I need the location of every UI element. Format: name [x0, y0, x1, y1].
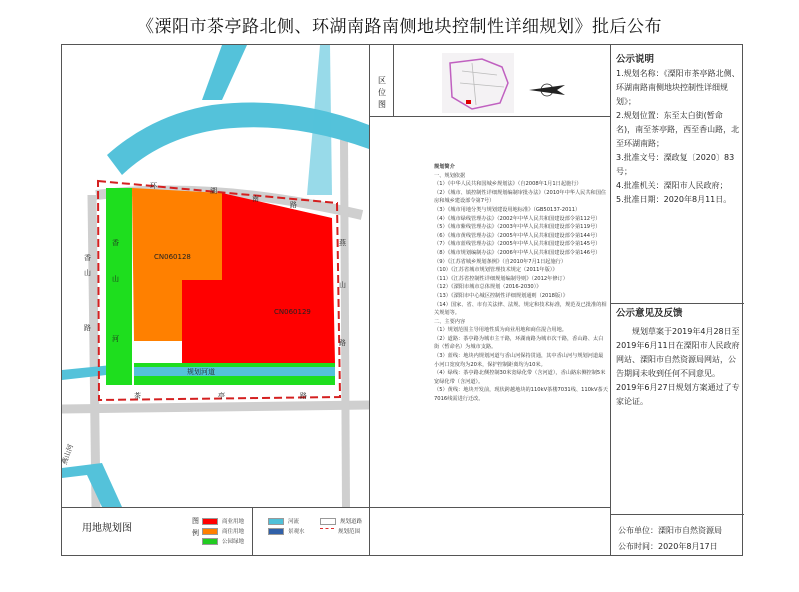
- notice-line: 2.规划位置：东至太白街(暂命名)，南至茶亭路，西至香山路，北至环湖南路；: [616, 111, 740, 148]
- legend-heading: 图例: [192, 517, 199, 537]
- notes-item: （12）《溧阳市城市总体规划（2016-2030）》: [434, 284, 542, 291]
- road-label-east: 燕: [339, 239, 346, 247]
- legend-label: 规划道路: [340, 519, 363, 525]
- footer-unit: 公布单位：溧阳市自然资源局: [618, 526, 722, 535]
- road-label-west: 香: [84, 254, 91, 262]
- notice-line: 3.批准文号：溧政复〔2020〕83号；: [616, 153, 735, 176]
- notes-item: （1）《中华人民共和国城乡规划法》（自2008年1月1日起施行）: [434, 181, 582, 188]
- notes-item: （3）蓝线：地块内规划河道与香山河保持贯通，其中香山河与规划河道最小河口宽度均为20米，保护控制距离均为10米。: [434, 353, 604, 368]
- notes-item: （4）绿线：茶亭路北侧控制30米宽绿化带（含河道），香山路东侧控制5米宽绿化带（含河道）。: [434, 370, 606, 385]
- road-label-south: 路: [300, 392, 307, 400]
- public-notice: [616, 53, 740, 207]
- river-label: 规划河道: [187, 368, 215, 376]
- legend-label: 景观水: [288, 529, 305, 535]
- notes-item: 一、规划依据: [434, 172, 466, 179]
- map-caption: 用地规划图: [82, 523, 132, 534]
- legend-item: [268, 527, 305, 535]
- plan-notes: [434, 163, 608, 404]
- river-label-lower: 燕山河: [60, 443, 76, 466]
- feedback-body: 规划草案于2019年4月28日至2019年6月11日在溧阳市人民政府网站、溧阳市自然资源局网站，公告期间未收到任何不同意见。2019年6月27日规划方案通过了专家论证。: [616, 327, 740, 406]
- legend-swatch: [268, 528, 284, 535]
- legend-item: [320, 517, 362, 525]
- notice-line: 5.批准日期：2020年8月11日。: [616, 195, 732, 204]
- road-label-west: 路: [84, 324, 91, 332]
- notice-heading: 公示说明: [616, 54, 655, 65]
- road-label-north: 环: [150, 182, 157, 190]
- legend-swatch: [202, 538, 218, 545]
- legend-swatch: [202, 528, 218, 535]
- road-label-north: 路: [290, 201, 297, 209]
- notes-item: （11）《江苏省控制性详细规划编制导则》（2012年修订）: [434, 275, 568, 282]
- river-label-mid: 山: [112, 275, 119, 283]
- notice-line: 4.批准机关：溧阳市人民政府；: [616, 181, 728, 190]
- notes-item: （3）《城市用地分类与规划建设用地标准》（GB50137-2011）: [434, 206, 581, 213]
- road-label-west: 山: [84, 269, 91, 277]
- location-label-text: 区位图: [378, 76, 386, 109]
- footer: [618, 523, 742, 555]
- notes-item: （7）《城市蓝线管理办法》（2005年中华人民共和国建设部令第145号）: [434, 241, 601, 248]
- divider: [610, 514, 744, 515]
- planned-river: [134, 367, 335, 376]
- notes-item: （2）《城市、镇控制性详细规划编制审批办法》（2010年中华人民共和国住房和城乡建设部令第7号）: [434, 189, 607, 205]
- footer-time: 公布时间：2020年8月17日: [618, 542, 718, 551]
- legend-item: [268, 517, 299, 525]
- legend-item: [320, 527, 360, 535]
- legend-item: [202, 517, 244, 525]
- legend-item: [202, 537, 244, 545]
- notes-item: （2）道路：茶亭路为城市主干路，环湖南路为城市次干路，香山路、太白街（暂命名）为城市支路。: [434, 335, 604, 351]
- legend-label: 公园绿地: [222, 539, 245, 545]
- notice-line: 1.规划名称：《溧阳市茶亭路北侧、环湖南路南侧地块控制性详细规划》；: [616, 69, 740, 106]
- notes-item: （10）《江苏省城市规划管理技术规定（2011年版）》: [434, 267, 558, 274]
- road-label-south: 亭: [218, 392, 225, 400]
- legend: [202, 513, 402, 553]
- green-land: [106, 188, 132, 385]
- road-label-south: 茶: [134, 392, 141, 400]
- divider: [610, 45, 611, 555]
- legend-swatch: [320, 528, 334, 534]
- legend-swatch: [202, 518, 218, 525]
- legend-swatch: [320, 518, 336, 525]
- legend-label: 规划范围: [338, 529, 361, 535]
- north-arrow-icon: [527, 75, 567, 105]
- river-label-mid: 香: [112, 239, 119, 247]
- river: [202, 45, 247, 100]
- road-label-north: 南: [252, 195, 259, 203]
- notes-item: （6）《城市黄线管理办法》（2005年中华人民共和国建设部令第144号）: [434, 232, 601, 239]
- legend-label: 商住用地: [222, 529, 245, 535]
- notes-item: （14）国家、省、市有关法律、法规、规定和技术标准，规范及已批准的相关规划等。: [434, 301, 607, 317]
- plot-label: CN060129: [274, 308, 311, 316]
- legend-swatch: [268, 518, 284, 525]
- road-label-east: 山: [339, 281, 346, 289]
- river-label-mid: 河: [112, 335, 119, 343]
- divider: [62, 507, 610, 508]
- legend-label: 商业用地: [222, 519, 245, 525]
- feedback-panel: [616, 307, 740, 409]
- location-label: [378, 75, 388, 111]
- feedback-heading: 公示意见及反馈: [616, 308, 683, 319]
- notes-item: 二、主要内容: [434, 318, 466, 325]
- road-label-north: 湖: [210, 187, 217, 195]
- notes-item: （1）规划范围主导用地性质为商业用地和商住混合用地。: [434, 327, 567, 334]
- legend-item: [202, 527, 244, 535]
- notice-frame: [61, 44, 743, 556]
- divider: [610, 303, 744, 304]
- road: [62, 405, 369, 409]
- notes-item: （5）《城市紫线管理办法》（2003年中华人民共和国建设部令第119号）: [434, 224, 601, 231]
- legend-label: 河流: [288, 519, 300, 525]
- divider: [369, 45, 370, 555]
- page-title: 《溧阳市茶亭路北侧、环湖南路南侧地块控制性详细规划》批后公布: [137, 17, 662, 37]
- notes-item: （13）《溧阳市中心城区控制性详细规划通则（2018版）》: [434, 292, 568, 299]
- divider: [369, 116, 610, 117]
- site-marker: [466, 100, 471, 104]
- notes-item: （9）《江苏省城乡规划条例》（自2010年7月1日起施行）: [434, 258, 567, 265]
- location-map: [442, 53, 514, 113]
- notes-item: （4）《城市绿线管理办法》（2002年中华人民共和国建设部令第112号）: [434, 215, 601, 222]
- notes-heading: 规划简介: [434, 164, 455, 170]
- road: [92, 195, 96, 507]
- land-use-map: [62, 45, 369, 507]
- notes-item: （8）《城市规划编制办法》（2006年中华人民共和国建设部令第146号）: [434, 249, 601, 256]
- notes-item: （5）黄线：地块开发前，现状跨越地块的110kV茶楼7031线、110kV茶天7016线需进行迁改。: [434, 387, 608, 403]
- road-label-east: 路: [339, 339, 346, 347]
- plot-label: CN060128: [154, 253, 191, 261]
- divider: [393, 45, 394, 116]
- road: [344, 140, 346, 507]
